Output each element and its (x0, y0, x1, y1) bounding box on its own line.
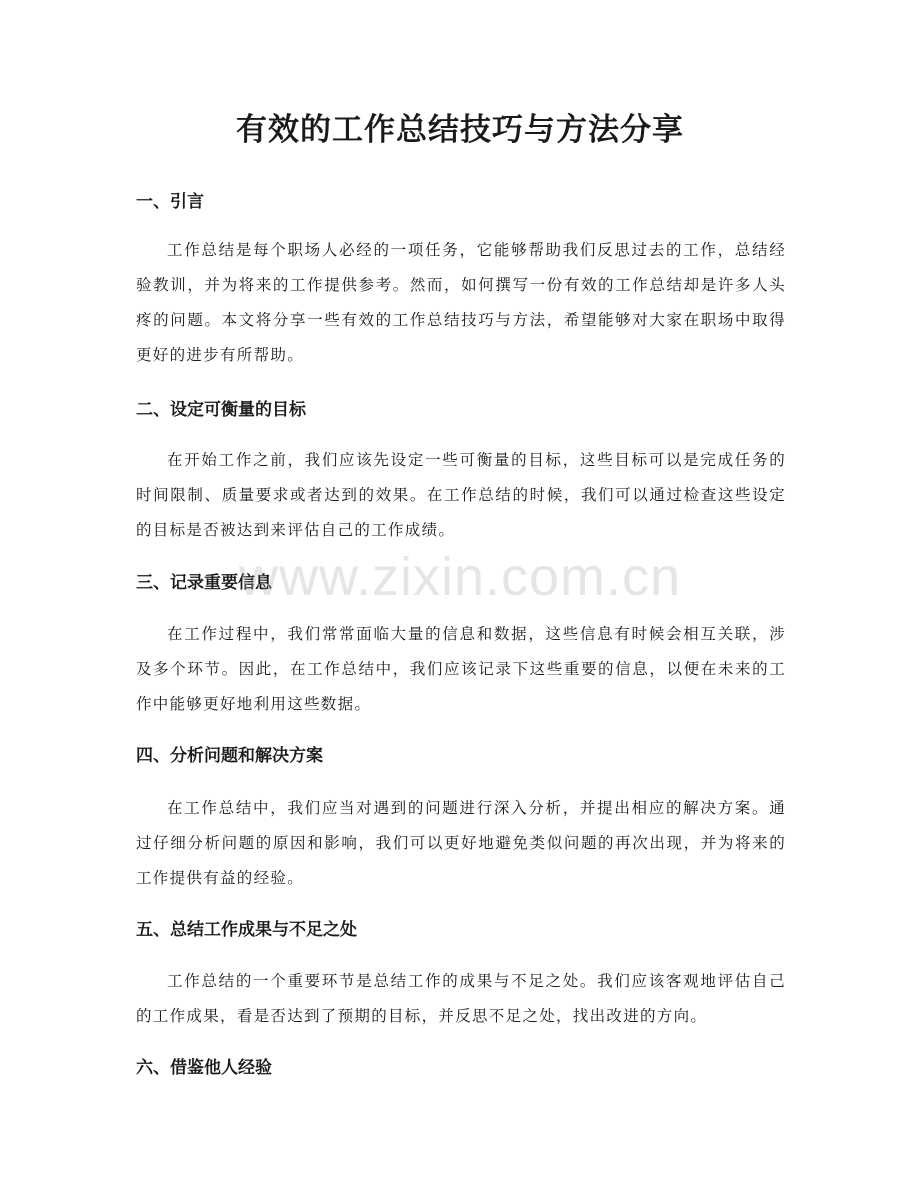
section-paragraph-results-shortcomings: 工作总结的一个重要环节是总结工作的成果与不足之处。我们应该客观地评估自己的工作成果，看是否达到了预期的目标，并反思不足之处，找出改进的方向。 (136, 972, 786, 1025)
section-paragraph-record-info: 在工作过程中，我们常常面临大量的信息和数据，这些信息有时候会相互关联，涉及多个环节。因此，在工作总结中，我们应该记录下这些重要的信息，以便在未来的工作中能够更好地利用这些数据。 (136, 625, 786, 713)
section-heading-results-shortcomings: 五、总结工作成果与不足之处 (136, 920, 357, 940)
section-heading-measurable-goals: 二、设定可衡量的目标 (136, 400, 306, 420)
section-paragraph-measurable-goals: 在开始工作之前，我们应该先设定一些可衡量的目标，这些目标可以是完成任务的时间限制、质量要求或者达到的效果。在工作总结的时候，我们可以通过检查这些设定的目标是否被达到来评估自己的工作成绩。 (136, 451, 786, 539)
section-heading-introduction: 一、引言 (136, 192, 204, 212)
document-title: 有效的工作总结技巧与方法分享 (236, 112, 684, 148)
section-paragraph-introduction: 工作总结是每个职场人必经的一项任务，它能够帮助我们反思过去的工作，总结经验教训，并为将来的工作提供参考。然而，如何撰写一份有效的工作总结却是许多人头疼的问题。本文将分享一些有效的工作总结技巧与方法，希望能够对大家在职场中取得更好的进步有所帮助。 (136, 241, 786, 364)
section-heading-analyze-problems: 四、分析问题和解决方案 (136, 746, 323, 766)
section-heading-record-info: 三、记录重要信息 (136, 573, 272, 593)
section-paragraph-analyze-problems: 在工作总结中，我们应当对遇到的问题进行深入分析，并提出相应的解决方案。通过仔细分析问题的原因和影响，我们可以更好地避免类似问题的再次出现，并为将来的工作提供有益的经验。 (136, 799, 786, 887)
section-heading-learn-from-others: 六、借鉴他人经验 (136, 1058, 272, 1078)
watermark: www.zixin.com.cn (238, 547, 682, 607)
